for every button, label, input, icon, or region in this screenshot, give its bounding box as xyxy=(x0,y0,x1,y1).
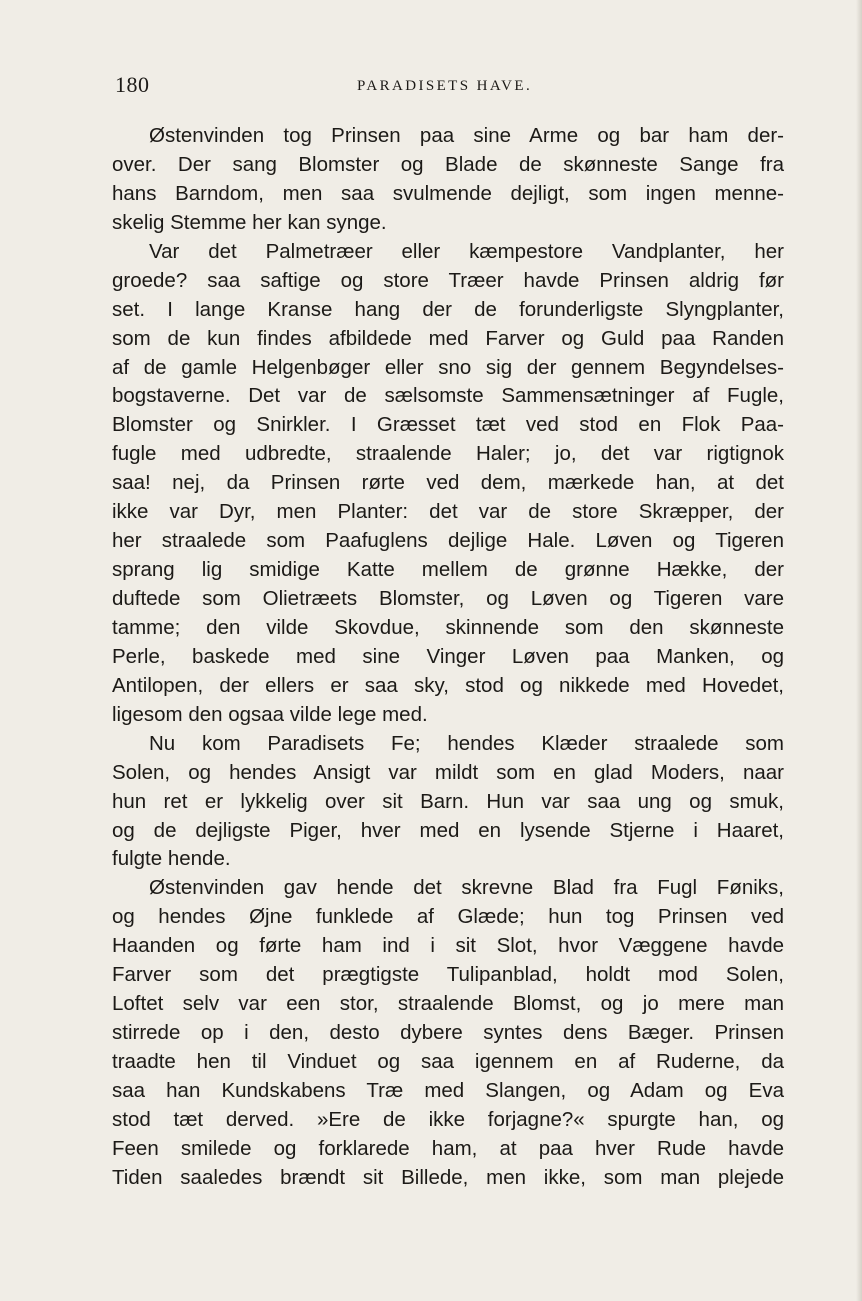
text-line: bogstaverne. Det var de sælsomste Sammensætninger af Fugle, xyxy=(112,384,784,408)
text-line: groede? saa saftige og store Træer havde Prinsen aldrig før xyxy=(112,268,784,292)
text-line: og hendes Øjne funklede af Glæde; hun tog Prinsen ved xyxy=(112,905,784,929)
text-line: Perle, baskede med sine Vinger Løven paa Manken, og xyxy=(112,644,784,668)
text-line: hun ret er lykkelig over sit Barn. Hun var saa ung og smuk, xyxy=(112,789,784,813)
page-header xyxy=(110,70,790,104)
text-line: Feen smilede og forklarede ham, at paa hver Rude havde xyxy=(112,1136,784,1160)
text-line: fugle med udbredte, straalende Haler; jo, det var rigtignok xyxy=(112,442,784,466)
text-line: som de kun findes afbildede med Farver og Guld paa Randen xyxy=(112,326,784,350)
text-line: saa han Kundskabens Træ med Slangen, og Adam og Eva xyxy=(112,1078,784,1102)
running-title: PARADISETS HAVE. xyxy=(357,78,533,94)
text-line: Haanden og førte ham ind i sit Slot, hvor Væggene havde xyxy=(112,934,784,958)
text-line: stod tæt derved. »Ere de ikke forjagne?« spurgte han, og xyxy=(112,1107,784,1131)
text-line: af de gamle Helgenbøger eller sno sig der gennem Begyndelses- xyxy=(112,355,784,379)
text-line: sprang lig smidige Katte mellem de grønne Hække, der xyxy=(112,558,784,582)
text-line: Antilopen, der ellers er saa sky, stod og nikkede med Hovedet, xyxy=(112,673,784,697)
text-line: fulgte hende. xyxy=(112,847,231,871)
text-line: Loftet selv var een stor, straalende Blomst, og jo mere man xyxy=(112,992,784,1016)
text-line: Solen, og hendes Ansigt var mildt som en glad Moders, naar xyxy=(112,760,784,784)
text-line: Farver som det prægtigste Tulipanblad, holdt mod Solen, xyxy=(112,963,784,987)
text-line: Nu kom Paradisets Fe; hendes Klæder straalede som xyxy=(149,731,784,755)
text-line: Tiden saaledes brændt sit Billede, men ikke, som man plejede xyxy=(112,1165,784,1189)
text-line: ikke var Dyr, men Planter: det var de store Skræpper, der xyxy=(112,500,784,524)
page-edge-shadow xyxy=(856,0,862,1301)
text-line: over. Der sang Blomster og Blade de skønneste Sange fra xyxy=(112,152,784,176)
text-line: tamme; den vilde Skovdue, skinnende som den skønneste xyxy=(112,615,784,639)
text-line: traadte hen til Vinduet og saa igennem en af Ruderne, da xyxy=(112,1050,784,1073)
text-line: Var det Palmetræer eller kæmpestore Vandplanter, her xyxy=(149,239,784,263)
text-line: og de dejligste Piger, hver med en lysende Stjerne i Haaret, xyxy=(112,818,784,842)
body-text xyxy=(112,122,784,1193)
text-line: saa! nej, da Prinsen rørte ved dem, mærkede han, at det xyxy=(112,471,784,495)
text-line: ligesom den ogsaa vilde lege med. xyxy=(112,702,428,726)
text-line: Østenvinden tog Prinsen paa sine Arme og bar ham der- xyxy=(149,124,784,147)
text-line: her straalede som Paafuglens dejlige Hale. Løven og Tigeren xyxy=(112,529,784,553)
page-number: 180 xyxy=(115,72,150,97)
text-line: hans Barndom, men saa svulmende dejligt, som ingen menne- xyxy=(112,181,784,205)
text-line: skelig Stemme her kan synge. xyxy=(112,210,387,234)
text-line: duftede som Olietræets Blomster, og Løven og Tigeren vare xyxy=(112,587,784,610)
text-line: set. I lange Kranse hang der de forunderligste Slyngplanter, xyxy=(112,297,784,321)
text-line: Østenvinden gav hende det skrevne Blad fra Fugl Føniks, xyxy=(149,876,784,900)
text-line: Blomster og Snirkler. I Græsset tæt ved stod en Flok Paa- xyxy=(112,413,784,437)
text-line: stirrede op i den, desto dybere syntes dens Bæger. Prinsen xyxy=(112,1021,784,1045)
